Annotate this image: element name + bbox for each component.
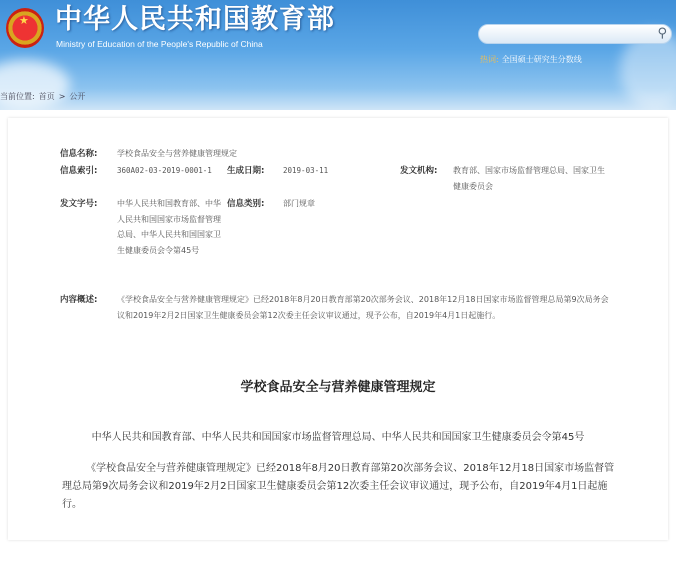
site-title[interactable]: 中华人民共和国教育部 xyxy=(55,4,335,35)
info-name-label: 信息名称: xyxy=(60,149,98,159)
breadcrumb-current[interactable]: 公开 xyxy=(69,92,86,101)
info-summary: 《学校食品安全与营养健康管理规定》已经2018年8月20日教育部第20次部务会议、2018年12月18日国家市场监督管理总局第9次局务会议和2019年2月2日国家卫生健康委员会第12次委主任会议审议通过，现予公布，自2019年4月1日起施行。 xyxy=(117,295,609,320)
info-docno: 中华人民共和国教育部、中华人民共和国国家市场监督管理总局、中华人民共和国国家卫生健康委员会令第45号 xyxy=(117,199,221,255)
hot-words xyxy=(480,54,582,65)
site-subtitle: Ministry of Education of the People's Republic of China xyxy=(56,39,263,49)
article-body: 《学校食品安全与营养健康管理规定》已经2018年8月20日教育部第20次部务会议、2018年12月18日国家市场监督管理总局第9次局务会议和2019年2月2日国家卫生健康委员会第12次委主任会议审议通过，现予公布，自2019年4月1日起施行。 xyxy=(62,463,615,510)
search-icon[interactable]: ⚲ xyxy=(657,26,667,41)
breadcrumb xyxy=(0,91,89,102)
info-index-label: 信息索引: xyxy=(60,166,98,176)
hot-label: 热词: xyxy=(480,55,499,64)
breadcrumb-home[interactable]: 首页 xyxy=(38,92,55,101)
breadcrumb-sep: > xyxy=(58,92,66,101)
info-date-label: 生成日期: xyxy=(227,166,265,176)
info-index: 360A02-03-2019-0001-1 xyxy=(117,166,212,175)
info-name: 学校食品安全与营养健康管理规定 xyxy=(117,149,237,158)
info-summary-label: 内容概述: xyxy=(60,295,98,305)
article-issuer: 中华人民共和国教育部、中华人民共和国国家市场监督管理总局、中华人民共和国国家卫生健康委员会令第45号 xyxy=(91,432,585,443)
search-input[interactable] xyxy=(478,24,672,44)
info-category: 部门规章 xyxy=(283,199,315,208)
info-docno-label: 发文字号: xyxy=(60,199,98,209)
site-header xyxy=(0,0,676,110)
breadcrumb-label: 当前位置: xyxy=(0,92,35,101)
national-emblem-icon: ★ xyxy=(6,8,44,48)
info-org: 教育部、国家市场监督管理总局、国家卫生健康委员会 xyxy=(453,166,605,191)
info-date: 2019-03-11 xyxy=(283,166,329,175)
info-org-label: 发文机构: xyxy=(400,166,438,176)
hot-link[interactable]: 全国硕士研究生分数线 xyxy=(501,55,582,64)
article-title: 学校食品安全与营养健康管理规定 xyxy=(240,380,436,395)
info-category-label: 信息类别: xyxy=(227,199,265,209)
